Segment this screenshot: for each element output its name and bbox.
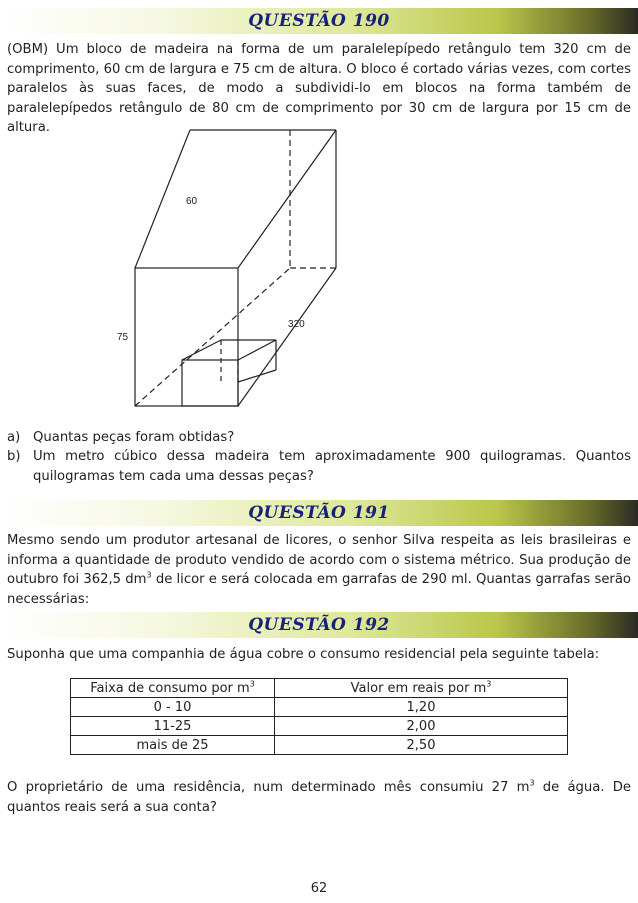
block-top-left-edge <box>135 130 190 268</box>
table-header-cell: Faixa de consumo por $m^3$ <box>71 679 275 698</box>
water-price-table <box>70 678 568 755</box>
table-cell: 2,00 <box>275 717 568 736</box>
block-top-right-edge <box>238 130 336 268</box>
block-front-face <box>135 268 238 406</box>
table-header-row <box>71 679 568 698</box>
table-header-cell: Valor em reais por $m^3$ <box>275 679 568 698</box>
item-text: Quantas peças foram obtidas? <box>33 430 235 445</box>
table-cell: 0 - 10 <box>71 698 275 717</box>
item-label: b) <box>7 449 21 464</box>
question-190-banner <box>0 8 638 34</box>
height-label: 75 <box>117 332 129 343</box>
question-190-item-b <box>7 447 631 486</box>
table-row <box>71 698 568 717</box>
item-label: a) <box>7 430 21 445</box>
question-190-title: QUESTÃO 190 <box>248 11 390 31</box>
table-row <box>71 717 568 736</box>
length-label: 320 <box>288 319 305 330</box>
table-cell: 2,50 <box>275 736 568 755</box>
question-191-statement: Mesmo sendo um produtor artesanal de licores, o senhor Silva respeita as leis brasileiras e informa a quantidade de produto vendido de acordo com o sistema métrico. Sua produção de outubro foi 362,5 $dm^3$ de licor e será colocada em garrafas de 290 ml. Quantas garrafas serão necessárias: <box>7 533 631 607</box>
table-cell: 1,20 <box>275 698 568 717</box>
question-190-item-a <box>7 428 631 448</box>
item-text: Um metro cúbico dessa madeira tem aproximadamente 900 quilogramas. Quantos quilogramas tem cada uma dessas peças? <box>33 449 631 484</box>
page-number: 62 <box>310 881 328 896</box>
question-192-title: QUESTÃO 192 <box>248 615 390 635</box>
question-192-question: O proprietário de uma residência, num determinado mês consumiu 27 $m^3$ de água. De quantos reais será a sua conta? <box>7 778 631 815</box>
question-191-title: QUESTÃO 191 <box>248 503 390 523</box>
width-label: 60 <box>186 196 198 207</box>
question-190-statement: (OBM) Um bloco de madeira na forma de um paralelepípedo retângulo tem 320 cm de comprimento, 60 cm de largura e 75 cm de altura. O bloco é cortado várias vezes, com cortes paralelos às suas faces, de modo a subdividi-lo em blocos na forma também de paralelepípedos retângulo de 80 cm de comprimento por 30 cm de largura por 15 cm de altura. <box>7 42 631 135</box>
table-row <box>71 736 568 755</box>
question-192-banner <box>0 612 638 638</box>
question-191-banner <box>0 500 638 526</box>
large-block <box>135 130 336 406</box>
table-cell: 11-25 <box>71 717 275 736</box>
question-192-intro: Suponha que uma companhia de água cobre o consumo residencial pela seguinte tabela: <box>7 647 600 662</box>
table-cell: mais de 25 <box>71 736 275 755</box>
block-bottom-right-edge <box>238 268 336 406</box>
small-block-front <box>182 360 238 406</box>
block-diagram <box>0 120 638 410</box>
